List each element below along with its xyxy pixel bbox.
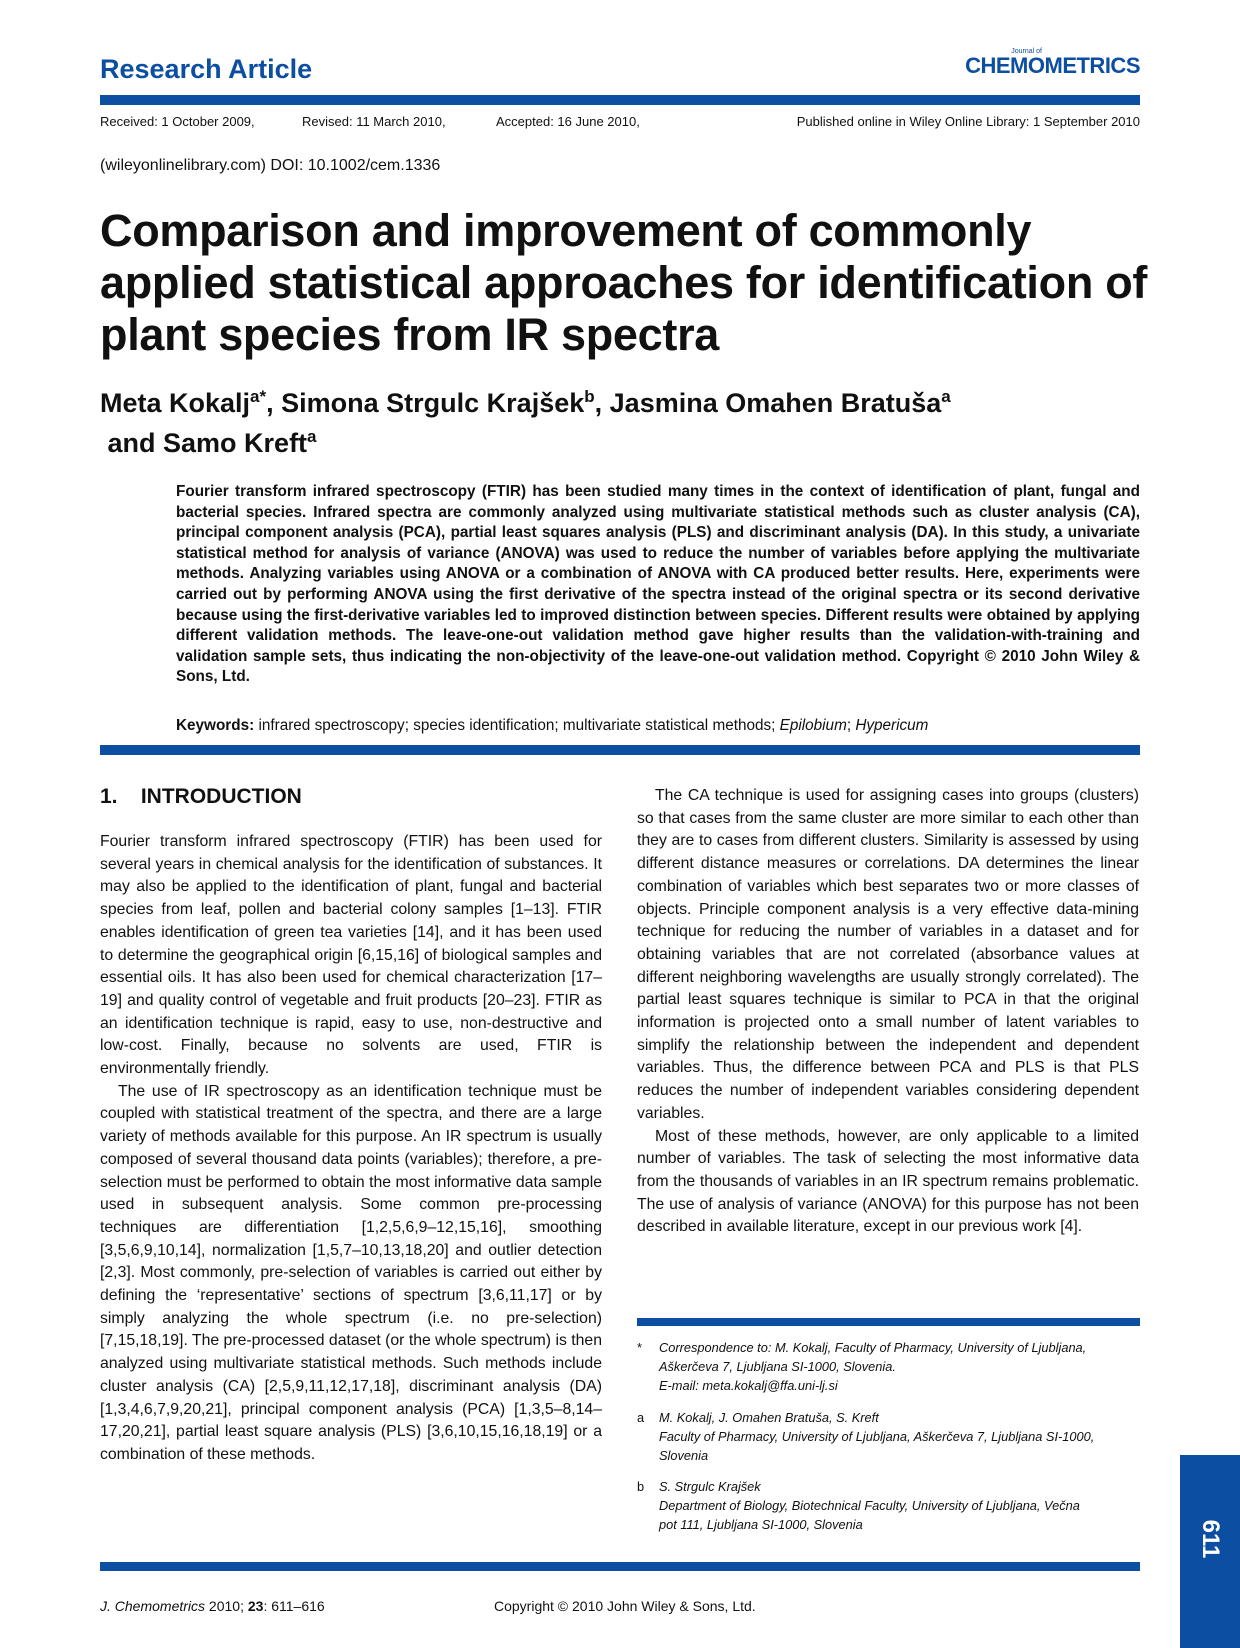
author-list <box>100 380 1150 460</box>
author-name: Meta Kokalj <box>100 388 251 418</box>
keyword-separator: ; <box>846 717 856 734</box>
accepted-date: Accepted: 16 June 2010, <box>496 114 640 129</box>
author-affiliation-mark: a <box>307 427 317 446</box>
abstract-rule <box>100 745 1140 755</box>
footer-copyright: Copyright © 2010 John Wiley & Sons, Ltd. <box>494 1598 756 1614</box>
author-separator: and <box>100 428 164 458</box>
page-number: 611 <box>1197 1519 1224 1559</box>
footnote-line: S. Strgulc Krajšek <box>659 1479 761 1494</box>
keywords-text: infrared spectroscopy; species identification; multivariate statistical methods; <box>258 717 780 734</box>
keyword-genus: Epilobium <box>779 717 847 734</box>
author-name: Jasmina Omahen Bratuša <box>609 388 942 418</box>
journal-citation <box>100 1598 325 1614</box>
journal-logo-small: Journal of <box>1011 48 1042 55</box>
footnote-line: M. Kokalj, J. Omahen Bratuša, S. Kreft <box>659 1410 879 1425</box>
author-name: Simona Strgulc Krajšek <box>281 388 585 418</box>
footnote-mark: a <box>637 1410 645 1425</box>
footnote-line: Aškerčeva 7, Ljubljana SI-1000, Slovenia. <box>659 1359 896 1374</box>
doi-line: (wileyonlinelibrary.com) DOI: 10.1002/cem.1336 <box>100 157 441 174</box>
keyword-genus: Hypericum <box>855 717 929 734</box>
article-title: Comparison and improvement of commonly applied statistical approaches for identification of plant species from IR spectra <box>100 205 1148 360</box>
header-rule <box>100 95 1140 105</box>
revised-date: Revised: 11 March 2010, <box>302 114 446 129</box>
author-affiliation-mark: a <box>941 387 951 406</box>
citation-journal: J. Chemometrics <box>100 1598 206 1614</box>
right-column <box>637 785 1139 1239</box>
journal-logo-name: CHEMOMETRICS <box>965 53 1140 78</box>
correspondence-footnote <box>637 1338 1140 1395</box>
affiliation-a-footnote <box>637 1408 1140 1465</box>
footnote-mark: b <box>637 1479 645 1494</box>
footnote-mark: * <box>637 1340 642 1355</box>
left-column <box>100 831 602 1467</box>
footnote-rule <box>637 1318 1140 1326</box>
article-type-label: Research Article <box>100 54 313 84</box>
citation-year: 2010; <box>205 1598 248 1614</box>
author-separator: , <box>266 388 282 418</box>
footnote-line: Faculty of Pharmacy, University of Ljubljana, Aškerčeva 7, Ljubljana SI-1000, <box>659 1429 1095 1444</box>
footnote-line: Department of Biology, Biotechnical Faculty, University of Ljubljana, Večna <box>659 1498 1080 1513</box>
keywords-label: Keywords: <box>176 717 255 734</box>
paragraph: Most of these methods, however, are only applicable to a limited number of variables. The task of selecting the most informative data from the thousands of variables in an IR spectrum remains problematic. The use of analysis of variance (ANOVA) for this purpose has not been described in available literature, except in our previous work [4]. <box>637 1127 1139 1236</box>
footnote-line: Correspondence to: M. Kokalj, Faculty of Pharmacy, University of Ljubljana, <box>659 1340 1087 1355</box>
footnote-line: Slovenia <box>659 1448 709 1463</box>
citation-volume: 23 <box>247 1598 264 1614</box>
received-date: Received: 1 October 2009, <box>100 114 255 129</box>
author-affiliation-mark: b <box>584 387 595 406</box>
author-affiliation-mark: a* <box>250 387 267 406</box>
paragraph: The use of IR spectroscopy as an identification technique must be coupled with statistical treatment of the spectra, and there are a large variety of methods available for this purpose. An IR spectrum is usually composed of several thousand data points (variables); therefore, a pre-selection must be performed to obtain the most informative data sample used in subsequent analysis. Some common pre-processing techniques are differentiation [1,2,5,6,9–12,15,16], smoothing [3,5,6,9,10,14], normalization [1,5,7–10,13,18,20] and outlier detection [2,3]. Most commonly, pre-selection of variables is carried out either by defining the ‘representative’ sections of spectrum [3,6,11,17] or by simply analyzing the whole spectrum (i.e. no pre-selection) [7,15,18,19]. The pre-processed dataset (or the whole spectrum) is then analyzed using multivariate statistical methods. Such methods include cluster analysis (CA) [2,5,9,11,12,17,18], discriminant analysis (DA) [1,3,4,6,7,9,20,21], principal component analysis (PCA) [1,3,5–8,14–17,20,21], partial least square analysis (PLS) [3,6,10,15,16,18,19] or a combination of these methods. <box>100 1082 602 1463</box>
paragraph: Fourier transform infrared spectroscopy (FTIR) has been used for several years in chemical analysis for the identification of substances. It may also be applied to the identification of plant, fungal and bacterial species from leaf, pollen and bacterial colony samples [1–13]. FTIR enables identification of green tea varieties [14], and it has been used to determine the geographical origin [6,15,16] of biological samples and essential oils. It has also been used for chemical characterization [17–19] and quality control of vegetable and fruit products [20–23]. FTIR as an identification technique is rapid, easy to use, non-destructive and low-cost. Finally, because no solvents are used, FTIR is environmentally friendly. <box>100 833 602 1078</box>
journal-logo <box>965 48 1140 77</box>
footer-rule <box>100 1562 1140 1571</box>
author-name: Samo Kreft <box>163 428 308 458</box>
footnote-line: pot 111, Ljubljana SI-1000, Slovenia <box>659 1517 863 1532</box>
footnote-line: E-mail: meta.kokalj@ffa.uni-lj.si <box>659 1378 838 1393</box>
citation-pages: : 611–616 <box>263 1598 325 1614</box>
affiliation-b-footnote <box>637 1477 1140 1534</box>
author-separator: , <box>594 388 610 418</box>
published-date: Published online in Wiley Online Library: 1 September 2010 <box>796 114 1140 129</box>
abstract: Fourier transform infrared spectroscopy (FTIR) has been studied many times in the context of identification of plant, fungal and bacterial species. Infrared spectra are commonly analyzed using multivariate statistical methods such as cluster analysis (CA), principal component analysis (PCA), partial least squares analysis (PLS) and discriminant analysis (DA). In this study, a univariate statistical method for analysis of variance (ANOVA) was used to reduce the number of variables before applying the multivariate methods. Analyzing variables using ANOVA or a combination of ANOVA with CA produced better results. Here, experiments were carried out by performing ANOVA using the first derivative of the spectra instead of the original spectra or its second derivative because using the first-derivative variables led to improved distinction between species. Different results were obtained by applying different validation methods. The leave-one-out validation method gave higher results than the validation-with-training and validation sample sets, thus indicating the non-objectivity of the leave-one-out validation method. Copyright © 2010 John Wiley & Sons, Ltd. <box>176 483 1140 686</box>
keywords <box>176 717 1140 735</box>
paragraph: The CA technique is used for assigning cases into groups (clusters) so that cases from the same cluster are more similar to each other than they are to cases from different clusters. Similarity is assessed by using different distance measures or correlations. DA determines the linear combination of variables which best separates two or more classes of objects. Principle component analysis is a very effective data-mining technique for reducing the number of variables in a dataset and for obtaining variables that are not correlated (absorbance values at different neighboring wavelengths are usually strongly correlated). The partial least squares technique is similar to PCA in that the original information is projected onto a small number of latent variables to simplify the relationship between the independent and dependent variables. Thus, the difference between PCA and PLS is that PLS reduces the number of independent variables considering dependent variables. <box>637 787 1139 1122</box>
section-heading: 1. INTRODUCTION <box>100 785 302 808</box>
